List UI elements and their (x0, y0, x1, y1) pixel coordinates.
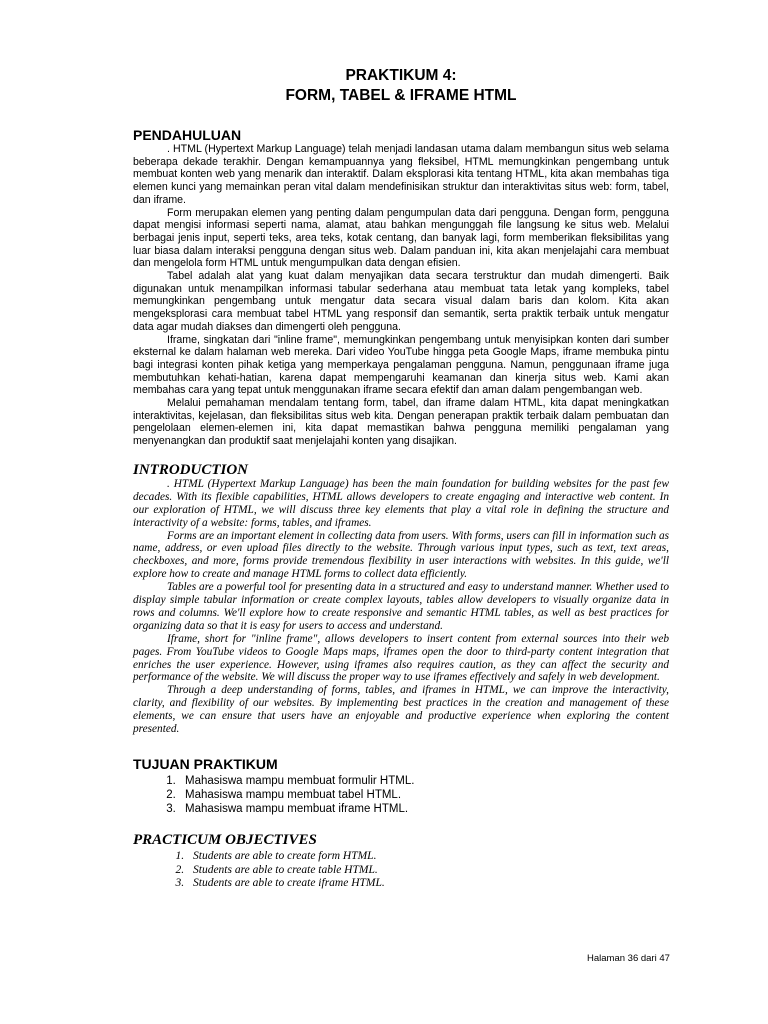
paragraph: . HTML (Hypertext Markup Language) has been the main foundation for building websites for the past few decades. With its flexible capabilities, HTML allows developers to create engaging and interactive web content. In our exploration of HTML, we will discuss three key elements that play a vital role in defining the structure and interactivity of a website: forms, tables, and iframes. (133, 477, 669, 529)
list-item: 1. Students are able to create form HTML. (187, 850, 669, 864)
paragraph: Form merupakan elemen yang penting dalam pengumpulan data dari pengguna. Dengan form, pengguna dapat mengisi informasi seperti nama, alamat, atau bahkan mengunggah file langsung ke situs web. Melalui berbagai jenis input, seperti teks, area teks, kotak centang, dan banyak lagi, form memberikan fleksibilitas yang luar biasa dalam interaksi pengguna dengan situs web. Dalam panduan ini, kita akan menjelajahi cara membuat dan mengelola form HTML untuk mengumpulkan data dengan efisien. (133, 206, 669, 270)
list-item: 3. Students are able to create iframe HTML. (187, 877, 669, 891)
paragraph: . HTML (Hypertext Markup Language) telah menjadi landasan utama dalam membangun situs web selama beberapa dekade terakhir. Dengan kemampuannya yang fleksibel, HTML memungkinkan pengembang untuk membuat konten web yang menarik dan interaktif. Dalam eksplorasi kita tentang HTML, kita akan membahas tiga elemen kunci yang memainkan peran vital dalam mendefinisikan struktur dan interaktivitas situs web: form, tabel, dan iframe. (133, 143, 669, 206)
paragraph: Tables are a powerful tool for presenting data in a structured and easy to understand manner. Whether used to display simple tabular information or create complex layouts, tables allow developers to visually organize data in rows and columns. We'll explore how to create responsive and semantic HTML tables, as well as best practices for organizing data so that it is easy for users to access and understand. (133, 581, 669, 632)
list-item: 1. Mahasiswa mampu membuat formulir HTML. (179, 774, 669, 788)
list-item: 3. Mahasiswa mampu membuat iframe HTML. (179, 802, 669, 816)
paragraph: Iframe, short for "inline frame", allows developers to insert content from external sources into their web pages. From YouTube videos to Google Maps maps, iframes open the door to third-party content integration that enriches the user experience. However, using iframes also requires caution, as they can affect the security and performance of the website. We will discuss the proper way to use iframes effectively and safely in web development. (133, 632, 669, 684)
tujuan-list (133, 774, 669, 816)
paragraph: Through a deep understanding of forms, tables, and iframes in HTML, we can improve the interactivity, clarity, and flexibility of our websites. By implementing best practices in the creation and management of these elements, we can ensure that users have an enjoyable and productive experience when exploring the content presented. (133, 684, 669, 736)
section-tujuan-praktikum (133, 756, 669, 816)
list-item: 2. Mahasiswa mampu membuat tabel HTML. (179, 788, 669, 802)
section-heading-objectives: PRACTICUM OBJECTIVES (133, 832, 317, 848)
objectives-list (133, 850, 669, 891)
section-heading-pendahuluan: PENDAHULUAN (133, 127, 242, 143)
section-pendahuluan (133, 127, 669, 448)
title-line-2: FORM, TABEL & IFRAME HTML (285, 87, 517, 104)
document-page (133, 66, 669, 891)
page-number: Halaman 36 dari 47 (587, 953, 670, 964)
section-heading-tujuan: TUJUAN PRAKTIKUM (133, 756, 278, 772)
section-heading-introduction: INTRODUCTION (133, 461, 249, 478)
section-introduction (133, 462, 669, 736)
paragraph: Forms are an important element in collecting data from users. With forms, users can fill in information such as name, address, or even upload files directly to the website. Through various input types, such as text, text areas, checkboxes, and more, forms provide tremendous flexibility in user interactions with websites. In this guide, we'll explore how to create and manage HTML forms to collect data efficiently. (133, 529, 669, 581)
section-practicum-objectives (133, 832, 669, 891)
title-line-1: PRAKTIKUM 4: (345, 67, 457, 84)
document-title (133, 66, 669, 106)
paragraph: Melalui pemahaman mendalam tentang form, tabel, dan iframe dalam HTML, kita dapat meningkatkan interaktivitas, kejelasan, dan fleksibilitas situs web kita. Dengan penerapan praktik terbaik dalam pembuatan dan pengelolaan elemen-elemen ini, kita dapat memastikan bahwa pengguna memiliki pengalaman yang menyenangkan dan produktif saat menjelajahi konten yang disajikan. (133, 397, 669, 448)
paragraph: Iframe, singkatan dari "inline frame", memungkinkan pengembang untuk menyisipkan konten dari sumber eksternal ke dalam halaman web mereka. Dari video YouTube hingga peta Google Maps, iframe membuka pintu bagi integrasi konten pihak ketiga yang memperkaya pengalaman pengguna. Namun, penggunaan iframe juga membutuhkan kehati-hatian, karena dapat mempengaruhi keamanan dan kinerja situs web. Kami akan membahas cara yang tepat untuk menggunakan iframe secara efektif dan aman dalam pengembangan web. (133, 333, 669, 397)
paragraph: Tabel adalah alat yang kuat dalam menyajikan data secara terstruktur dan mudah dimengerti. Baik digunakan untuk menampilkan informasi tabular sederhana atau membuat tata letak yang kompleks, tabel memungkinkan pengembang untuk mengatur data secara visual dalam baris dan kolom. Kita akan mengeksplorasi cara membuat tabel HTML yang responsif dan semantik, serta praktik terbaik untuk mengatur data agar mudah diakses dan dimengerti oleh pengguna. (133, 270, 669, 333)
list-item: 2. Students are able to create table HTML. (187, 864, 669, 878)
